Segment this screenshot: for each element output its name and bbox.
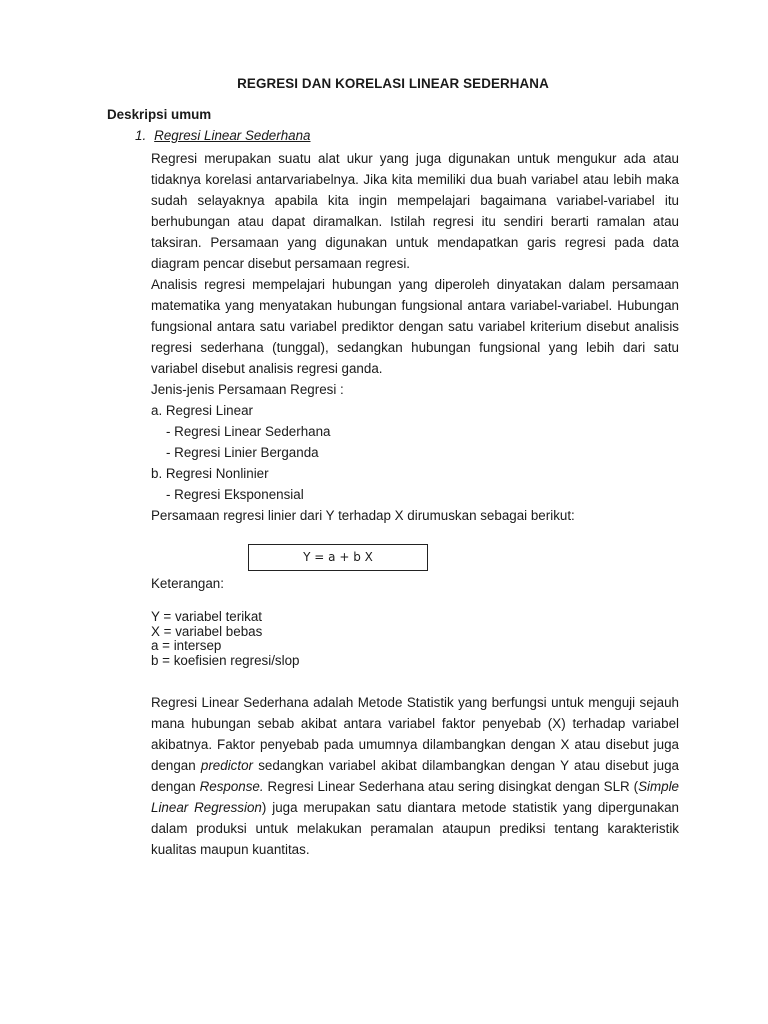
document-title: REGRESI DAN KORELASI LINEAR SEDERHANA	[237, 76, 549, 91]
legend-item: a = intersep	[151, 638, 222, 653]
formula-intro: Persamaan regresi linier dari Y terhadap X dirumuskan sebagai berikut:	[151, 508, 575, 523]
paragraph-analisis-regresi: Analisis regresi mempelajari hubungan yang diperoleh dinyatakan dalam persamaan matematika yang menyatakan hubungan fungsional antara variabel-variabel. Hubungan fungsional antara satu variabel prediktor dengan satu variabel kriterium disebut analisis regresi sederhana (tunggal), sedangkan hubungan fungsional yang lebih dari satu variabel disebut analisis regresi ganda.	[151, 277, 679, 376]
legend-item: Y = variabel terikat	[151, 609, 263, 624]
type-b-label: b. Regresi Nonlinier	[151, 466, 269, 481]
section-heading: Deskripsi umum	[107, 107, 212, 122]
types-heading: Jenis-jenis Persamaan Regresi :	[151, 382, 344, 397]
type-a-item: - Regresi Linier Berganda	[166, 445, 319, 460]
term-response: Response.	[199, 779, 264, 794]
paragraph-slr-text: ) juga merupakan satu diantara metode statistik yang dipergunakan dalam produksi untuk melakukan peramalan ataupun prediksi tentang karakteristik kualitas maupun kuantitas.	[151, 800, 679, 857]
paragraph-slr-text: sedangkan variabel akibat dilambangkan dengan Y atau disebut juga dengan	[151, 758, 679, 794]
type-a-label: a. Regresi Linear	[151, 403, 253, 418]
item-number: 1.	[135, 128, 147, 143]
legend-label: Keterangan:	[151, 576, 224, 591]
paragraph-slr-text: Regresi Linear Sederhana atau sering disingkat dengan SLR (	[263, 779, 639, 794]
legend-item: X = variabel bebas	[151, 623, 263, 639]
body-content-lower	[151, 692, 679, 860]
formula-box: Y = a + b X	[248, 544, 428, 571]
body-content	[151, 148, 679, 526]
type-a-item: - Regresi Linear Sederhana	[166, 424, 331, 439]
legend-item: b = koefisien regresi/slop	[151, 652, 300, 668]
paragraph-slr-text: Regresi Linear Sederhana adalah Metode Statistik yang berfungsi untuk menguji sejauh mana hubungan sebab akibat antara variabel faktor penyebab (X) terhadap variabel akibatnya. Faktor penyebab pada umumnya dilambangkan dengan X atau disebut juga dengan	[151, 695, 679, 773]
term-predictor: predictor	[200, 758, 253, 773]
paragraph-regresi-definition: Regresi merupakan suatu alat ukur yang juga digunakan untuk mengukur ada atau tidaknya korelasi antarvariabelnya. Jika kita memiliki dua buah variabel atau lebih maka sudah selayaknya apabila kita ingin mempelajari bagaimana variabel-variabel itu berhubungan atau dapat diramalkan. Istilah regresi itu sendiri berarti ramalan atau taksiran. Persamaan yang digunakan untuk mendapatkan garis regresi pada data diagram pencar disebut persamaan regresi.	[151, 151, 679, 271]
term-slr: Simple Linear Regression	[151, 779, 679, 815]
numbered-item-heading	[135, 128, 311, 143]
type-b-item: - Regresi Eksponensial	[166, 487, 304, 502]
paragraph-slr	[151, 692, 679, 860]
item-label: Regresi Linear Sederhana	[154, 128, 311, 143]
legend-list	[151, 610, 300, 668]
